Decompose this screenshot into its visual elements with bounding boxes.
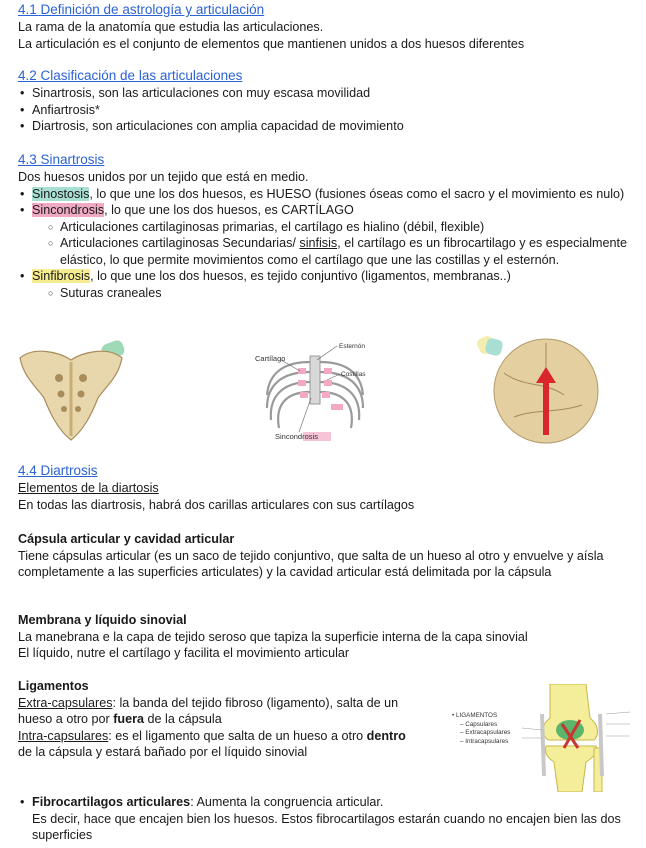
- sinostosis-text: , lo que une los dos huesos, es HUESO (fusiones óseas como el sacro y el movimiento es nulo): [89, 186, 625, 201]
- fibro-term: Fibrocartilagos articulares: [32, 795, 191, 809]
- section-4-4: [18, 462, 636, 513]
- sincondrosis-text: , lo que une los dos huesos, es CARTÍLAGO: [104, 203, 354, 217]
- sincondrosis-sublist: [48, 219, 636, 269]
- capsula-block: [18, 531, 636, 581]
- list-item: • Anfiartrosis*: [18, 102, 636, 119]
- elementos-title: Elementos de la diartosis: [18, 481, 159, 495]
- legend-ligamentos: • LIGAMENTOS: [452, 712, 498, 719]
- membrana-line-2: El líquido, nutre el cartílago y facilita el movimiento articular: [18, 646, 350, 660]
- section-4-1: [18, 1, 636, 52]
- ribcage-illustration: [255, 340, 375, 445]
- section-4-3: [18, 151, 636, 301]
- membrana-line-1: La manebrana e la capa de tejido seroso que tapiza la superficie interna de la capa sinovial: [18, 629, 528, 644]
- capsula-text: Tiene cápsulas articular (es un saco de tejido conjuntivo, que salta de un hueso al otro y envuelve y aísla completamente a las superficies articulates) y la cavidad articular está delimitada por la cápsula: [18, 548, 604, 579]
- skull-illustration: [474, 333, 604, 445]
- sub-item: [48, 235, 636, 268]
- heading-4-1[interactable]: 4.1 Definición de astrología y articulación: [18, 2, 265, 17]
- legend-ligamentos-text: LIGAMENTOS: [455, 712, 498, 719]
- intra-text-b: de la cápsula y estará bañado por el líquido sinovial: [18, 745, 308, 759]
- sub-item: ○ Articulaciones cartilaginosas primarias, el cartílago es hialino (débil, flexible): [48, 219, 636, 236]
- list-item: • Diartrosis, son articulaciones con amplia capacidad de movimiento: [18, 118, 636, 135]
- extracapsulares-text: [18, 695, 418, 728]
- ligamentos-block: [18, 678, 418, 761]
- label-esternon: Esternón: [339, 343, 366, 350]
- intra-term: Intra-capsulares: [18, 728, 109, 743]
- definition-line-1: La rama de la anatomía que estudia las articulaciones.: [18, 20, 324, 34]
- membrana-block: [18, 612, 636, 662]
- legend-extracapsulares: – Extracapsulares: [460, 729, 511, 736]
- definition-line-2: La articulación es el conjunto de elementos que mantienen unidos a dos huesos diferentes: [18, 36, 525, 51]
- intracapsulares-text: [18, 728, 418, 761]
- sacrum-illustration: [14, 338, 129, 443]
- list-item-sinfibrosis: [18, 268, 636, 301]
- extra-term: Extra-capsulares: [18, 695, 113, 710]
- sinfisis-term: sinfisis: [299, 236, 338, 250]
- fibrocartilagos-list: [18, 794, 636, 844]
- intra-text-a: : es el ligamento que salta de un hueso a otro: [108, 728, 367, 743]
- list-item-fibrocartilagos: [18, 794, 636, 844]
- extra-text-b: de la cápsula: [144, 712, 222, 726]
- extra-bold: fuera: [113, 712, 145, 726]
- sinartrosis-list: [18, 186, 636, 302]
- fibrocartilagos-block: [18, 794, 636, 844]
- term-sincondrosis: Sincondrosis: [32, 203, 105, 217]
- elementos-text: En todas las diartrosis, habrá dos carillas articulares con sus cartílagos: [18, 497, 415, 512]
- list-item-sincondrosis: [18, 202, 636, 268]
- label-sincondrosis: Sincondrosis: [275, 432, 318, 441]
- heading-4-3[interactable]: 4.3 Sinartrosis: [18, 152, 105, 167]
- term-sinfibrosis: Sinfibrosis: [32, 269, 91, 283]
- sub2-post: , el cartílago es un fibrocartilago y es especialmente elástico, lo que permite movimientos como el cartílago que une las costillas y el esternón.: [60, 236, 628, 267]
- fibro-line-2: Es decir, hace que encajen bien los huesos. Estos fibrocartilagos estarán cuando no encajen bien las dos superficies: [32, 811, 621, 842]
- ligamentos-title: Ligamentos: [18, 679, 89, 693]
- extra-text-a: : la banda del tejido fibroso (ligamento), salta de un hueso a otro por: [18, 695, 399, 726]
- knee-legend: [452, 712, 522, 746]
- knee-illustration: [520, 684, 632, 792]
- capsula-title: Cápsula articular y cavidad articular: [18, 532, 235, 546]
- fibro-text: : Aumenta la congruencia articular.: [190, 795, 384, 809]
- sub-item: ○ Suturas craneales: [48, 285, 636, 302]
- section-4-2: [18, 67, 636, 135]
- label-costillas: Costillas: [341, 371, 366, 378]
- list-item-sinostosis: [18, 186, 636, 203]
- label-cartilago: Cartílago: [255, 354, 286, 363]
- classification-list: [18, 85, 636, 135]
- heading-4-2[interactable]: 4.2 Clasificación de las articulaciones: [18, 68, 243, 83]
- term-sinostosis: Sinostosis: [32, 186, 90, 201]
- sinfibrosis-text: , lo que une los dos huesos, es tejido conjuntivo (ligamentos, membranas..): [90, 269, 511, 283]
- heading-4-4[interactable]: 4.4 Diartrosis: [18, 463, 98, 478]
- membrana-title: Membrana y líquido sinovial: [18, 613, 187, 627]
- list-item: • Sinartrosis, son las articulaciones con muy escasa movilidad: [18, 85, 636, 102]
- sub2-pre: Articulaciones cartilaginosas Secundarias/: [60, 236, 300, 250]
- sinartrosis-intro: Dos huesos unidos por un tejido que está en medio.: [18, 170, 309, 184]
- sinfibrosis-sublist: [48, 285, 636, 302]
- intra-bold: dentro: [366, 728, 406, 743]
- legend-intracapsulares: – Intracapsulares: [460, 737, 509, 745]
- legend-capsulares: – Capsulares: [460, 720, 498, 728]
